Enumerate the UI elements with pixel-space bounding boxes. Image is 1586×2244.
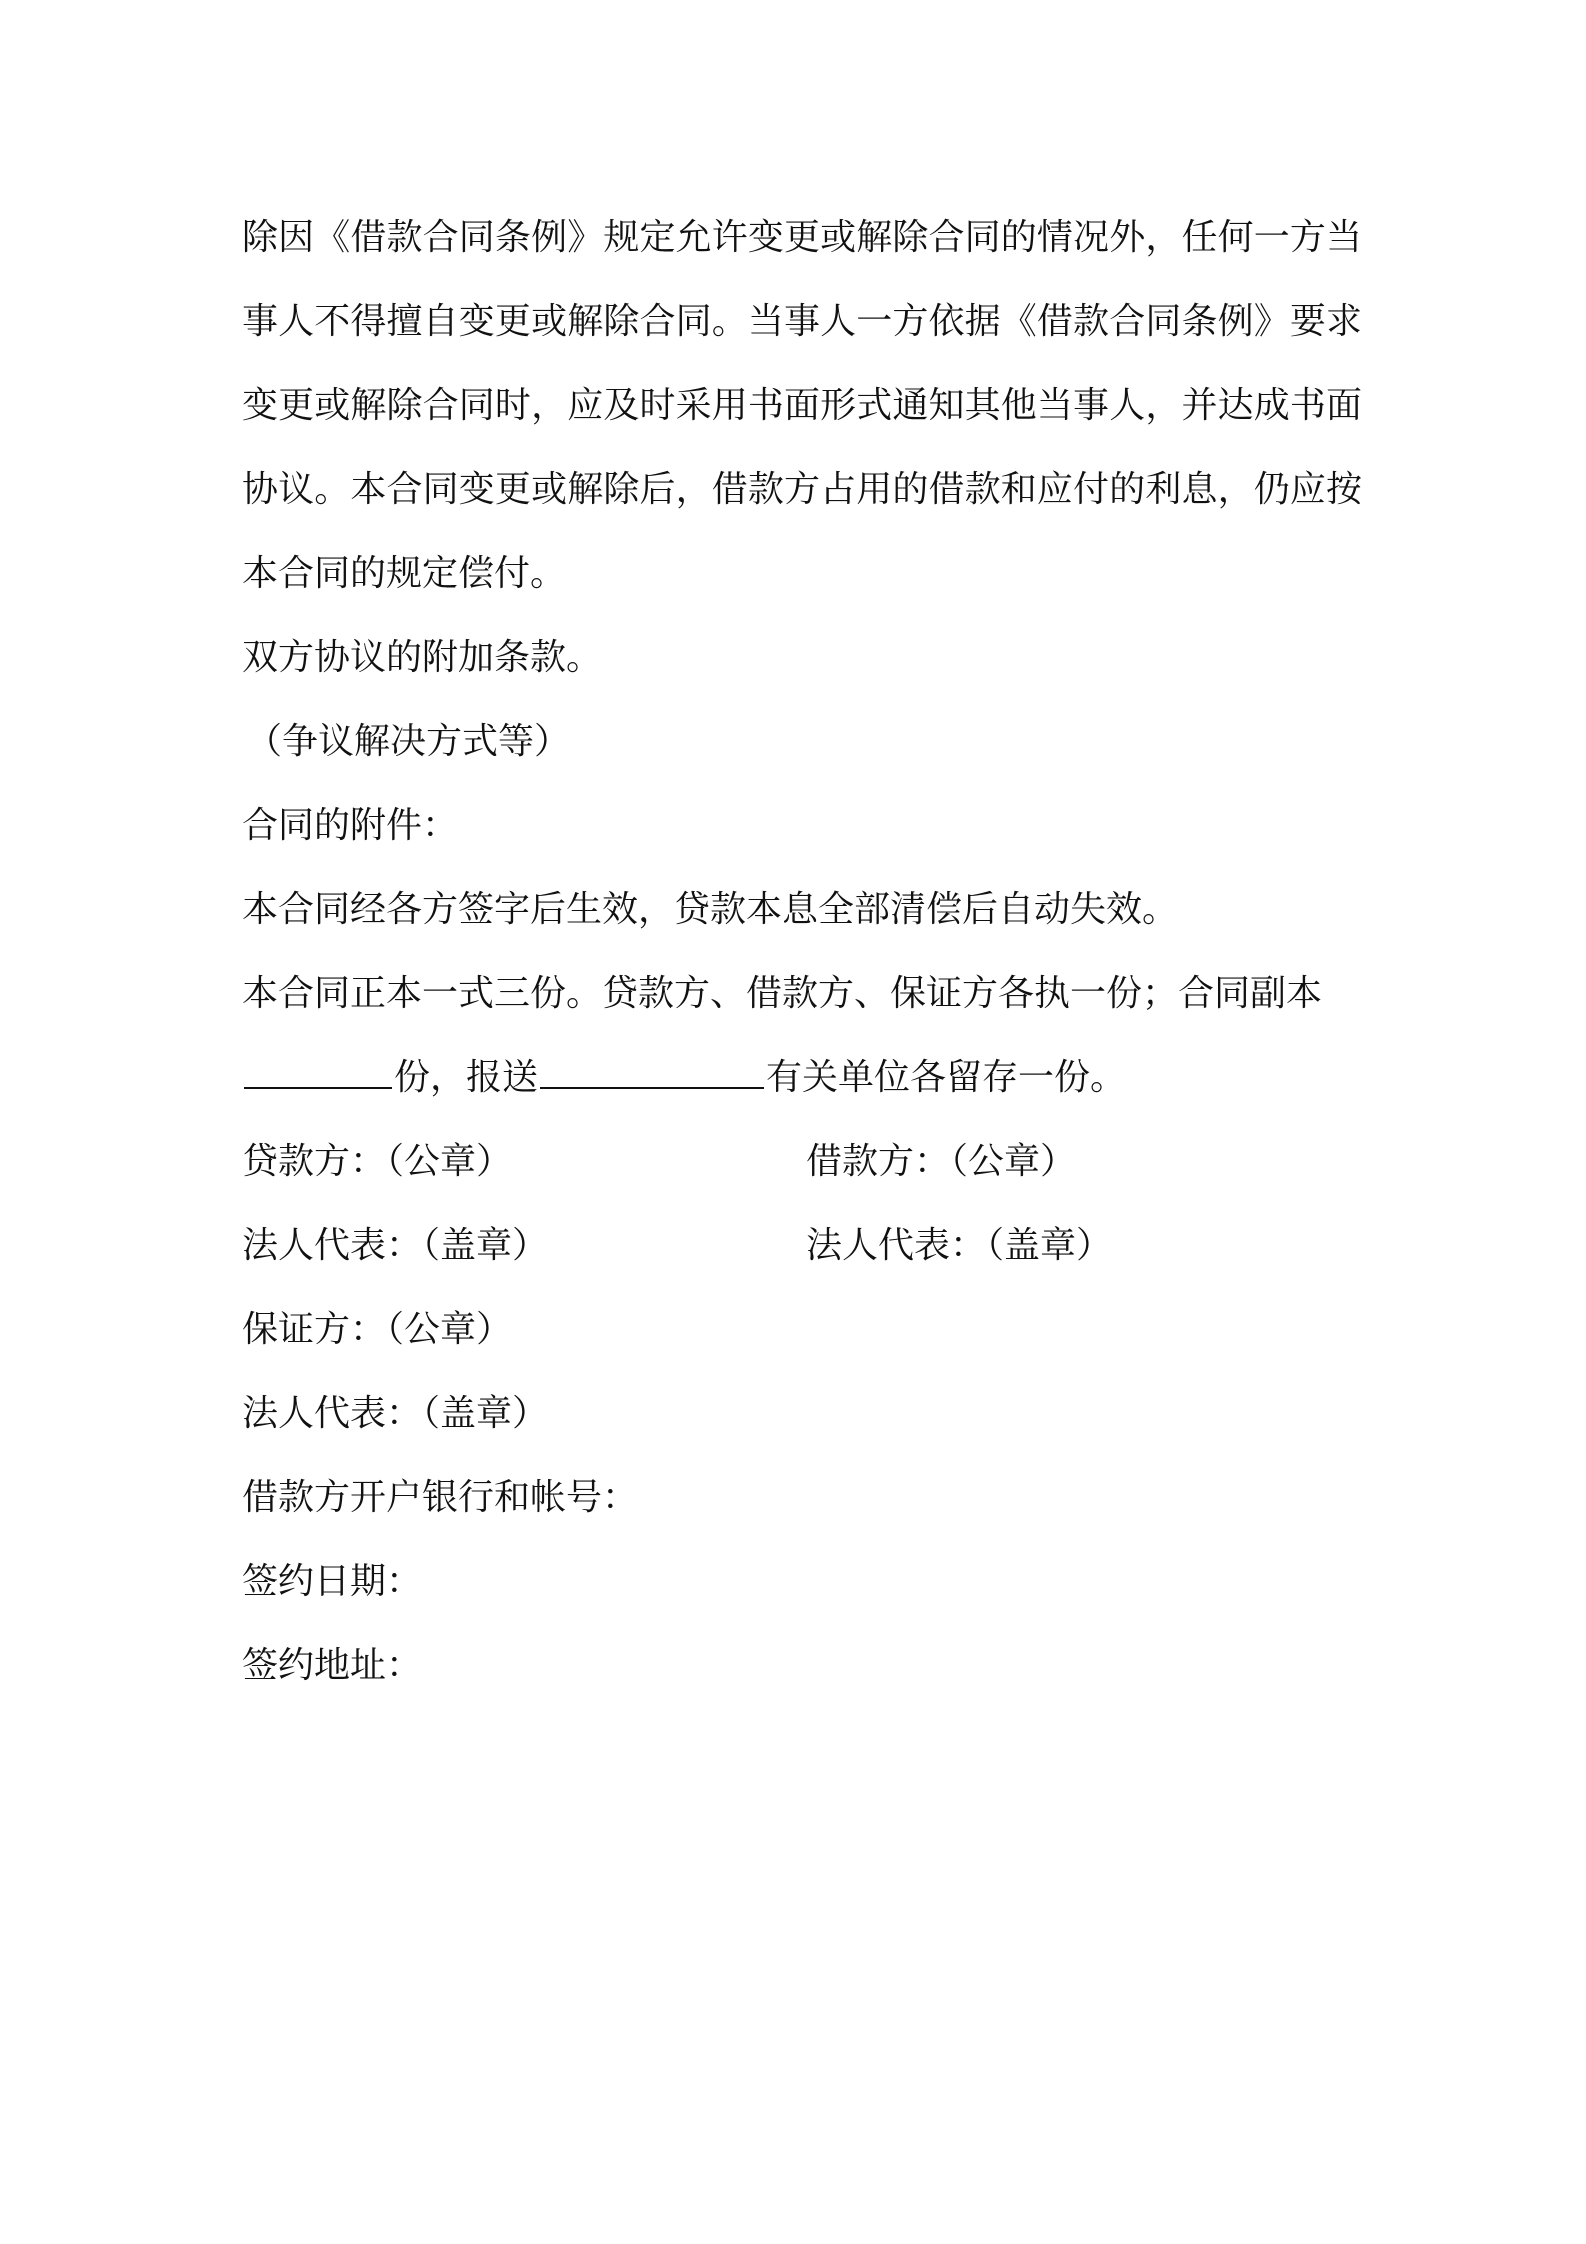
sign-date-label: 签约日期：: [242, 1561, 423, 1602]
seal-row: [242, 1120, 1362, 1204]
dispute-resolution-line: （争议解决方式等）: [246, 721, 571, 762]
borrower-seal-label: 借款方：（公章）: [806, 1141, 1077, 1182]
lender-seal-label: 贷款方：（公章）: [242, 1141, 513, 1182]
lender-rep-label: 法人代表：（盖章）: [242, 1225, 549, 1266]
document-body: [242, 196, 1362, 1708]
guarantor-seal-label: 保证方：（公章）: [242, 1309, 513, 1350]
copies-count-blank: [244, 1055, 392, 1089]
borrower-rep-label: 法人代表：（盖章）: [806, 1225, 1113, 1266]
copies-line-2-part-b: 有关单位各留存一份。: [766, 1057, 1127, 1098]
representative-row: [242, 1204, 1362, 1288]
copies-line-1: 本合同正本一式三份。贷款方、借款方、保证方各执一份；合同副本: [242, 973, 1323, 1014]
recipient-blank: [540, 1055, 764, 1089]
contract-change-paragraph: 除因《借款合同条例》规定允许变更或解除合同的情况外，任何一方当事人不得擅自变更或解除合同。当事人一方依据《借款合同条例》要求变更或解除合同时，应及时采用书面形式通知其他当事人，并达成书面协议。本合同变更或解除后，借款方占用的借款和应付的利息，仍应按本合同的规定偿付。: [242, 217, 1362, 594]
effectiveness-line: 本合同经各方签字后生效，贷款本息全部清偿后自动失效。: [242, 889, 1179, 930]
additional-terms-line: 双方协议的附加条款。: [242, 637, 603, 678]
copies-line-2-part-a: 份，报送: [394, 1057, 539, 1098]
bank-account-label: 借款方开户银行和帐号：: [242, 1477, 639, 1518]
sign-address-label: 签约地址：: [242, 1645, 423, 1686]
attachments-line: 合同的附件：: [242, 805, 459, 846]
copies-line-2: [242, 1036, 1362, 1120]
guarantor-rep-label: 法人代表：（盖章）: [242, 1393, 549, 1434]
